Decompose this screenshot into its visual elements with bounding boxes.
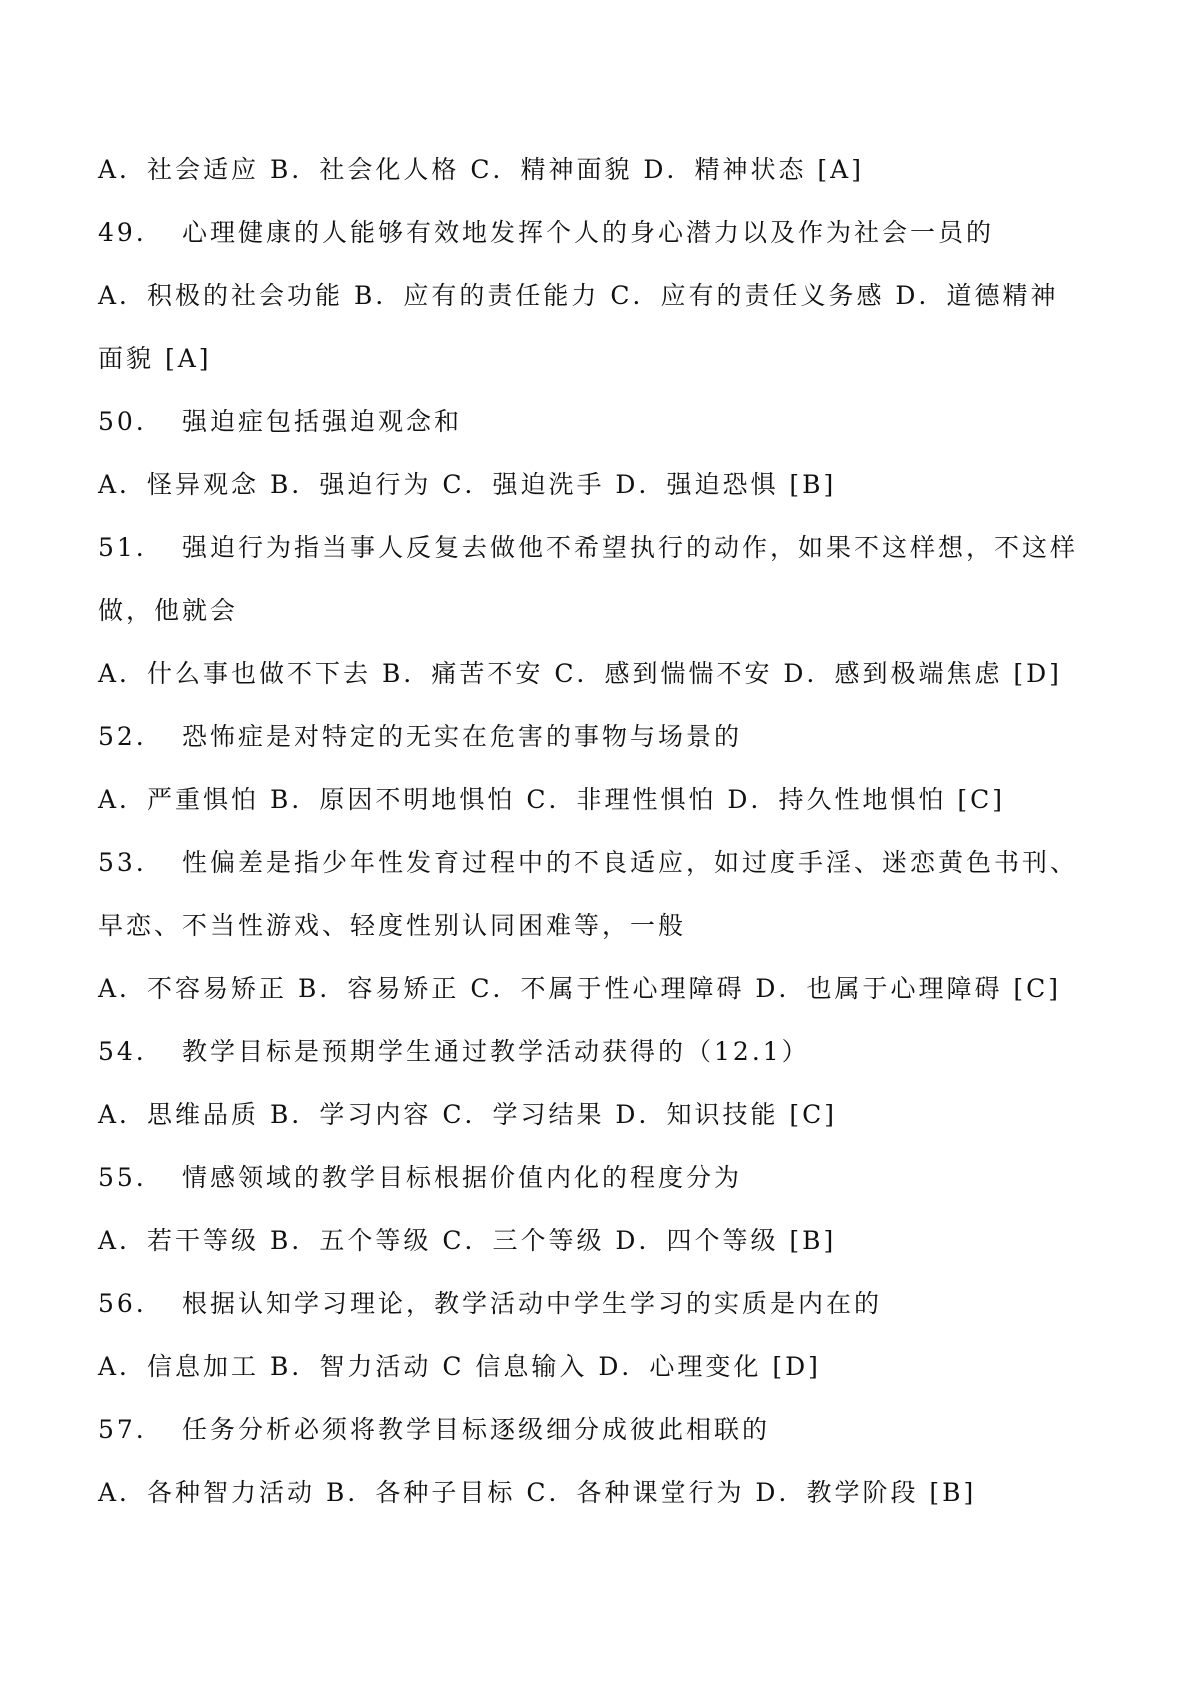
question-number: 55.	[98, 1163, 147, 1192]
question-number: 53.	[98, 848, 147, 877]
question-number: 51.	[98, 533, 147, 562]
question-number: 49.	[98, 218, 147, 247]
question-line	[98, 1272, 1098, 1335]
options-line: A．若干等级 B．五个等级 C．三个等级 D．四个等级 [B]	[98, 1226, 837, 1255]
options-line: A．积极的社会功能 B．应有的责任能力 C．应有的责任义务感 D．道德精神	[98, 281, 1059, 310]
question-line	[98, 831, 1098, 894]
question-continuation-line: 早恋、不当性游戏、轻度性别认同困难等，一般	[98, 911, 687, 940]
question-number: 56.	[98, 1289, 147, 1318]
question-line	[98, 1398, 1098, 1461]
question-number: 57.	[98, 1415, 147, 1444]
question-line	[98, 1146, 1098, 1209]
options-line: A．各种智力活动 B．各种子目标 C．各种课堂行为 D．教学阶段 [B]	[98, 1478, 977, 1507]
question-text: 心理健康的人能够有效地发挥个人的身心潜力以及作为社会一员的	[182, 218, 995, 247]
question-text: 情感领域的教学目标根据价值内化的程度分为	[182, 1163, 743, 1192]
question-continuation-line: 做，他就会	[98, 596, 239, 625]
options-line: A．什么事也做不下去 B．痛苦不安 C．感到惴惴不安 D．感到极端焦虑 [D]	[98, 659, 1062, 688]
question-text: 任务分析必须将教学目标逐级细分成彼此相联的	[182, 1415, 771, 1444]
question-line	[98, 705, 1098, 768]
question-line	[98, 1020, 1098, 1083]
options-line: A．信息加工 B．智力活动 C 信息输入 D．心理变化 [D]	[98, 1352, 821, 1381]
question-text: 性偏差是指少年性发育过程中的不良适应，如过度手淫、迷恋黄色书刊、	[182, 848, 1079, 877]
question-text: 根据认知学习理论，教学活动中学生学习的实质是内在的	[182, 1289, 883, 1318]
options-continuation-line: 面貌 [A]	[98, 344, 212, 373]
question-text: 强迫症包括强迫观念和	[182, 407, 463, 436]
answer-line: A．社会适应 B．社会化人格 C．精神面貌 D．精神状态 [A]	[98, 155, 864, 184]
options-line: A．严重惧怕 B．原因不明地惧怕 C．非理性惧怕 D．持久性地惧怕 [C]	[98, 785, 1006, 814]
question-text: 教学目标是预期学生通过教学活动获得的（12.1）	[182, 1037, 810, 1066]
question-line	[98, 516, 1098, 579]
question-text: 强迫行为指当事人反复去做他不希望执行的动作，如果不这样想，不这样	[182, 533, 1079, 562]
options-line: A．不容易矫正 B．容易矫正 C．不属于性心理障碍 D．也属于心理障碍 [C]	[98, 974, 1062, 1003]
question-number: 50.	[98, 407, 147, 436]
question-line	[98, 201, 1098, 264]
options-line: A．怪异观念 B．强迫行为 C．强迫洗手 D．强迫恐惧 [B]	[98, 470, 837, 499]
question-number: 54.	[98, 1037, 147, 1066]
question-number: 52.	[98, 722, 147, 751]
document-page	[98, 138, 1098, 1524]
options-line: A．思维品质 B．学习内容 C．学习结果 D．知识技能 [C]	[98, 1100, 838, 1129]
question-line	[98, 390, 1098, 453]
question-text: 恐怖症是对特定的无实在危害的事物与场景的	[182, 722, 743, 751]
